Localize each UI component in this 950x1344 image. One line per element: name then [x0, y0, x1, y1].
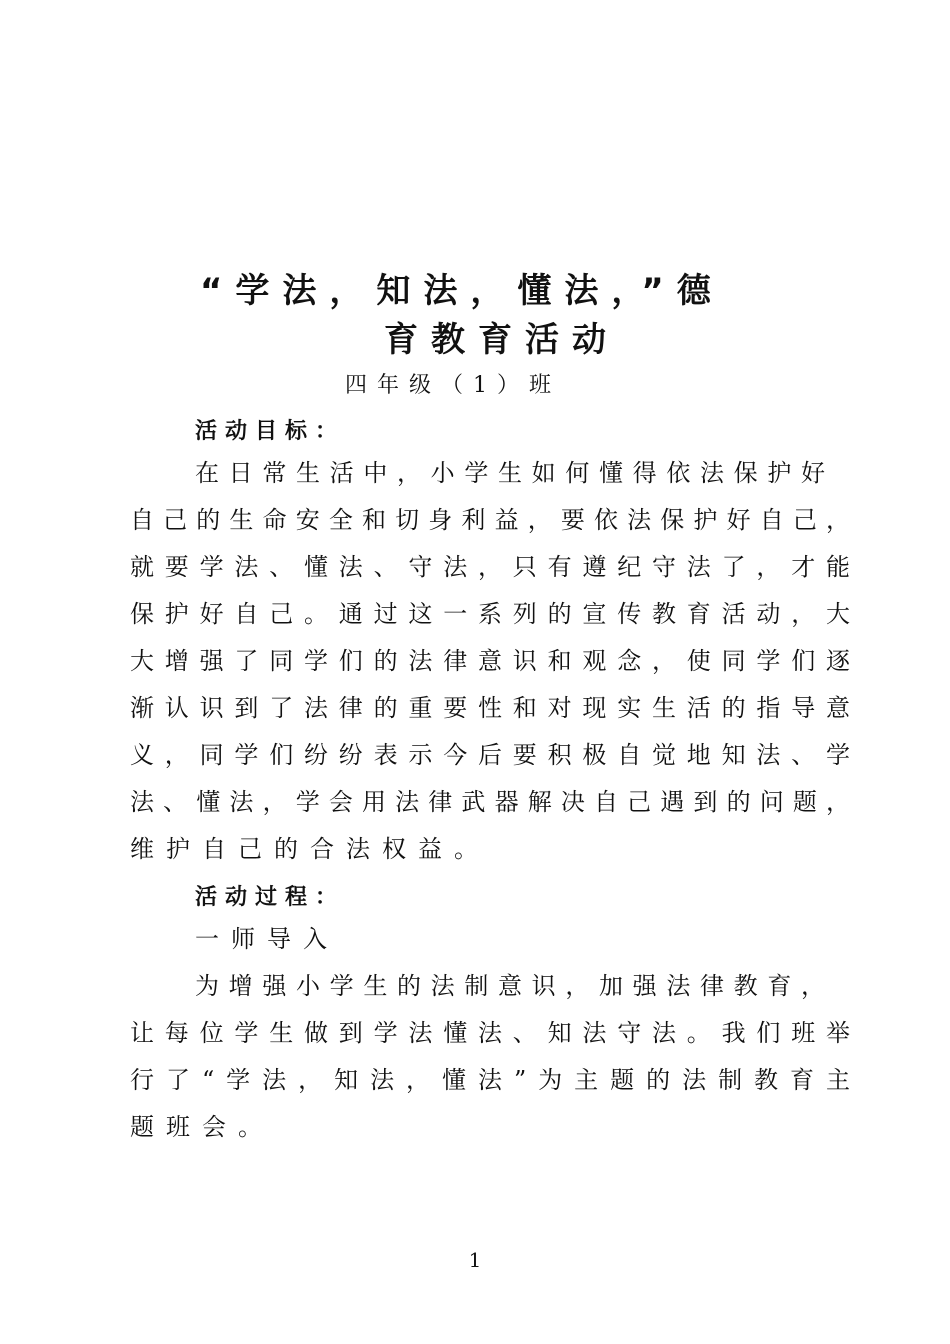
paragraph-line: 义，同学们纷纷表示今后要积极自觉地知法、学 — [130, 741, 850, 769]
section-heading-goals: 活动目标： — [195, 419, 346, 444]
paragraph-line: 在日常生活中，小学生如何懂得依法保护好 — [195, 459, 825, 487]
document-title-line-1: “学法，知法，懂法，”德 — [200, 271, 724, 311]
paragraph-line: 大增强了同学们的法律意识和观念，使同学们逐 — [130, 647, 850, 675]
paragraph-line: 保护好自己。通过这一系列的宣传教育活动，大 — [130, 600, 850, 628]
class-label: 四年级（1）班 — [345, 373, 561, 398]
paragraph-line: 让每位学生做到学法懂法、知法守法。我们班举 — [130, 1019, 850, 1047]
paragraph-line: 自己的生命安全和切身利益，要依法保护好自己， — [130, 506, 850, 534]
page-number: 1 — [468, 1248, 482, 1272]
paragraph-line: 为增强小学生的法制意识，加强法律教育， — [195, 972, 825, 1000]
document-title-line-2: 育教育活动 — [384, 320, 619, 360]
section-heading-process: 活动过程： — [195, 885, 346, 910]
paragraph-line: 题班会。 — [130, 1113, 274, 1141]
paragraph-line: 就要学法、懂法、守法，只有遵纪守法了，才能 — [130, 553, 850, 581]
step-label: 一师导入 — [195, 925, 339, 953]
paragraph-line: 渐认识到了法律的重要性和对现实生活的指导意 — [130, 694, 850, 722]
paragraph-line: 维护自己的合法权益。 — [130, 835, 490, 863]
paragraph-line: 法、懂法，学会用法律武器解决自己遇到的问题， — [130, 788, 850, 816]
paragraph-line: 行了“学法，知法，懂法”为主题的法制教育主 — [130, 1066, 850, 1094]
